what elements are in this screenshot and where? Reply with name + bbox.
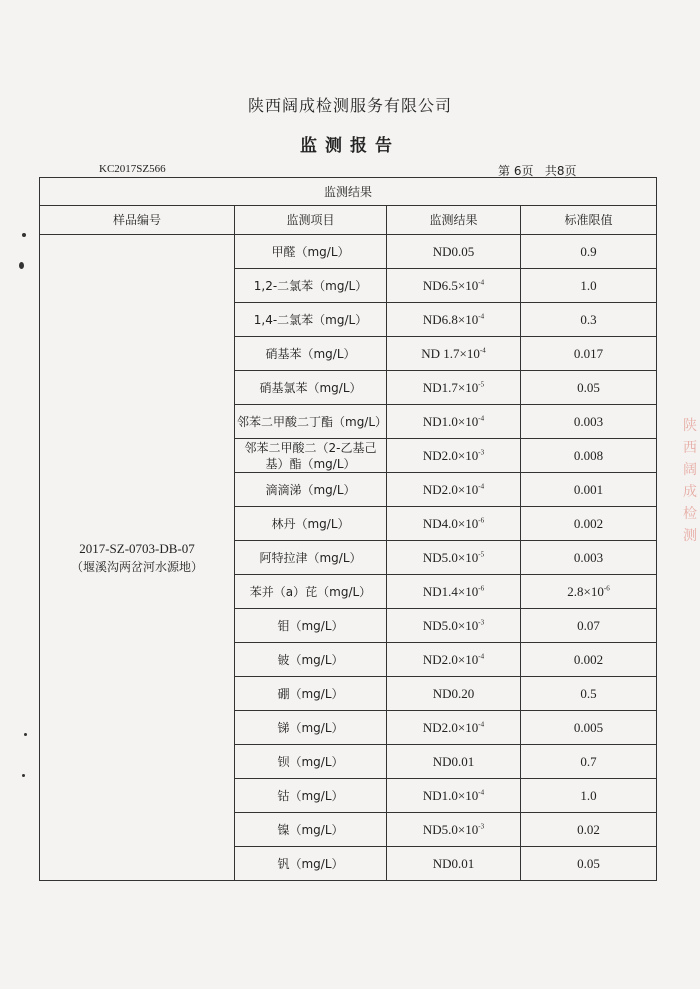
limit-cell	[521, 405, 657, 439]
result-value: ND0.01	[432, 855, 475, 871]
result-exponent: -4	[478, 312, 485, 321]
result-exponent: -5	[478, 380, 485, 389]
limit-value: 0.003	[573, 549, 604, 565]
item-cell: 甲醛（mg/L）	[235, 235, 387, 269]
limit-cell	[521, 269, 657, 303]
limit-value: 0.7	[580, 753, 597, 769]
table-caption: 监测结果	[40, 178, 657, 206]
result-value: ND0.05	[432, 243, 475, 259]
limit-cell	[521, 813, 657, 847]
limit-value: 2.8×10	[567, 583, 604, 599]
item-cell: 钒（mg/L）	[235, 847, 387, 881]
limit-cell	[521, 303, 657, 337]
report-number: KC2017SZ566	[99, 163, 166, 175]
seal-character: 检	[683, 506, 697, 522]
result-exponent: -3	[478, 822, 485, 831]
result-cell	[387, 405, 521, 439]
result-cell	[387, 371, 521, 405]
result-cell	[387, 711, 521, 745]
column-header-sample-no: 样品编号	[40, 206, 235, 235]
result-value: ND1.0×10	[422, 413, 479, 429]
result-value: ND2.0×10	[422, 481, 479, 497]
limit-value: 0.05	[577, 855, 600, 871]
company-name: 陕西阔成检测服务有限公司	[247, 96, 452, 115]
limit-value: 0.001	[573, 481, 604, 497]
limit-cell	[521, 779, 657, 813]
item-cell: 1,2-二氯苯（mg/L）	[235, 269, 387, 303]
result-exponent: -4	[478, 414, 485, 423]
result-cell	[387, 439, 521, 473]
result-exponent: -6	[478, 584, 485, 593]
result-exponent: -4	[478, 652, 485, 661]
limit-value: 0.008	[573, 447, 604, 463]
item-cell: 阿特拉津（mg/L）	[235, 541, 387, 575]
item-cell: 林丹（mg/L）	[235, 507, 387, 541]
item-cell: 硝基氯苯（mg/L）	[235, 371, 387, 405]
result-value: ND0.01	[432, 753, 475, 769]
sample-location: （堰溪沟两岔河水源地）	[70, 559, 203, 574]
limit-cell	[521, 507, 657, 541]
limit-cell	[521, 609, 657, 643]
item-cell: 钴（mg/L）	[235, 779, 387, 813]
results-table	[39, 177, 657, 881]
result-exponent: -3	[478, 618, 485, 627]
limit-cell	[521, 473, 657, 507]
limit-value: 0.07	[577, 617, 600, 633]
report-title: 监测报告	[300, 136, 400, 156]
result-value: ND4.0×10	[422, 515, 479, 531]
limit-value: 1.0	[580, 277, 597, 293]
limit-value: 1.0	[580, 787, 597, 803]
item-cell: 苯并（a）芘（mg/L）	[235, 575, 387, 609]
item-cell: 邻苯二甲酸二丁酯（mg/L）	[235, 405, 387, 439]
result-cell	[387, 507, 521, 541]
result-exponent: -4	[478, 482, 485, 491]
result-value: ND6.5×10	[422, 277, 479, 293]
result-value: ND1.4×10	[422, 583, 479, 599]
result-cell	[387, 847, 521, 881]
limit-cell	[521, 235, 657, 269]
item-cell: 锑（mg/L）	[235, 711, 387, 745]
result-exponent: -6	[478, 516, 485, 525]
result-cell	[387, 303, 521, 337]
result-value: ND5.0×10	[422, 549, 479, 565]
scan-mark	[22, 233, 26, 237]
result-value: ND1.0×10	[422, 787, 479, 803]
limit-value: 0.02	[577, 821, 600, 837]
result-exponent: -4	[478, 278, 485, 287]
table-caption-row	[40, 178, 657, 206]
result-cell	[387, 609, 521, 643]
limit-exponent: -6	[603, 584, 610, 593]
result-value: ND2.0×10	[422, 651, 479, 667]
item-cell: 铍（mg/L）	[235, 643, 387, 677]
result-cell	[387, 269, 521, 303]
result-exponent: -4	[478, 788, 485, 797]
limit-value: 0.002	[573, 515, 604, 531]
result-cell	[387, 235, 521, 269]
seal-stamp	[683, 415, 700, 544]
item-cell: 硼（mg/L）	[235, 677, 387, 711]
scan-mark	[24, 733, 27, 736]
item-cell: 1,4-二氯苯（mg/L）	[235, 303, 387, 337]
column-header-limit: 标准限值	[521, 206, 657, 235]
result-exponent: -5	[478, 550, 485, 559]
limit-cell	[521, 745, 657, 779]
table-row	[40, 235, 657, 269]
result-value: ND2.0×10	[422, 447, 479, 463]
result-exponent: -3	[478, 448, 485, 457]
limit-cell	[521, 541, 657, 575]
result-value: ND5.0×10	[422, 821, 479, 837]
limit-cell	[521, 575, 657, 609]
result-exponent: -4	[479, 346, 486, 355]
result-value: ND0.20	[432, 685, 475, 701]
item-cell: 滴滴涕（mg/L）	[235, 473, 387, 507]
page-info: 第 6页 共8页	[498, 164, 577, 178]
scan-mark	[22, 774, 25, 777]
sample-code: 2017-SZ-0703-DB-07	[79, 540, 195, 556]
limit-value: 0.9	[580, 243, 597, 259]
column-header-item: 监测项目	[235, 206, 387, 235]
result-value: ND2.0×10	[422, 719, 479, 735]
item-cell: 邻苯二甲酸二（2-乙基己基）酯（mg/L）	[235, 439, 387, 473]
result-value: ND 1.7×10	[421, 345, 480, 361]
limit-cell	[521, 677, 657, 711]
limit-value: 0.3	[580, 311, 597, 327]
result-value: ND5.0×10	[422, 617, 479, 633]
limit-value: 0.017	[573, 345, 604, 361]
limit-value: 0.005	[573, 719, 604, 735]
result-exponent: -4	[478, 720, 485, 729]
limit-cell	[521, 643, 657, 677]
item-cell: 钡（mg/L）	[235, 745, 387, 779]
item-cell: 硝基苯（mg/L）	[235, 337, 387, 371]
column-header-result: 监测结果	[387, 206, 521, 235]
limit-value: 0.003	[573, 413, 604, 429]
limit-value: 0.5	[580, 685, 597, 701]
seal-character: 测	[683, 528, 697, 544]
limit-value: 0.05	[577, 379, 600, 395]
seal-character: 成	[683, 484, 697, 500]
result-cell	[387, 677, 521, 711]
result-cell	[387, 779, 521, 813]
item-cell: 钼（mg/L）	[235, 609, 387, 643]
item-cell: 镍（mg/L）	[235, 813, 387, 847]
result-value: ND6.8×10	[422, 311, 479, 327]
seal-character: 西	[683, 440, 697, 456]
result-cell	[387, 473, 521, 507]
limit-value: 0.002	[573, 651, 604, 667]
seal-character: 陕	[683, 418, 697, 434]
result-cell	[387, 643, 521, 677]
result-cell	[387, 337, 521, 371]
seal-character: 阔	[683, 462, 697, 478]
limit-cell	[521, 439, 657, 473]
scan-mark	[19, 262, 24, 269]
limit-cell	[521, 711, 657, 745]
limit-cell	[521, 337, 657, 371]
sample-id-cell	[40, 235, 235, 881]
table-header-row	[40, 206, 657, 235]
result-cell	[387, 745, 521, 779]
limit-cell	[521, 847, 657, 881]
result-cell	[387, 575, 521, 609]
limit-cell	[521, 371, 657, 405]
result-cell	[387, 541, 521, 575]
result-value: ND1.7×10	[422, 379, 479, 395]
result-cell	[387, 813, 521, 847]
